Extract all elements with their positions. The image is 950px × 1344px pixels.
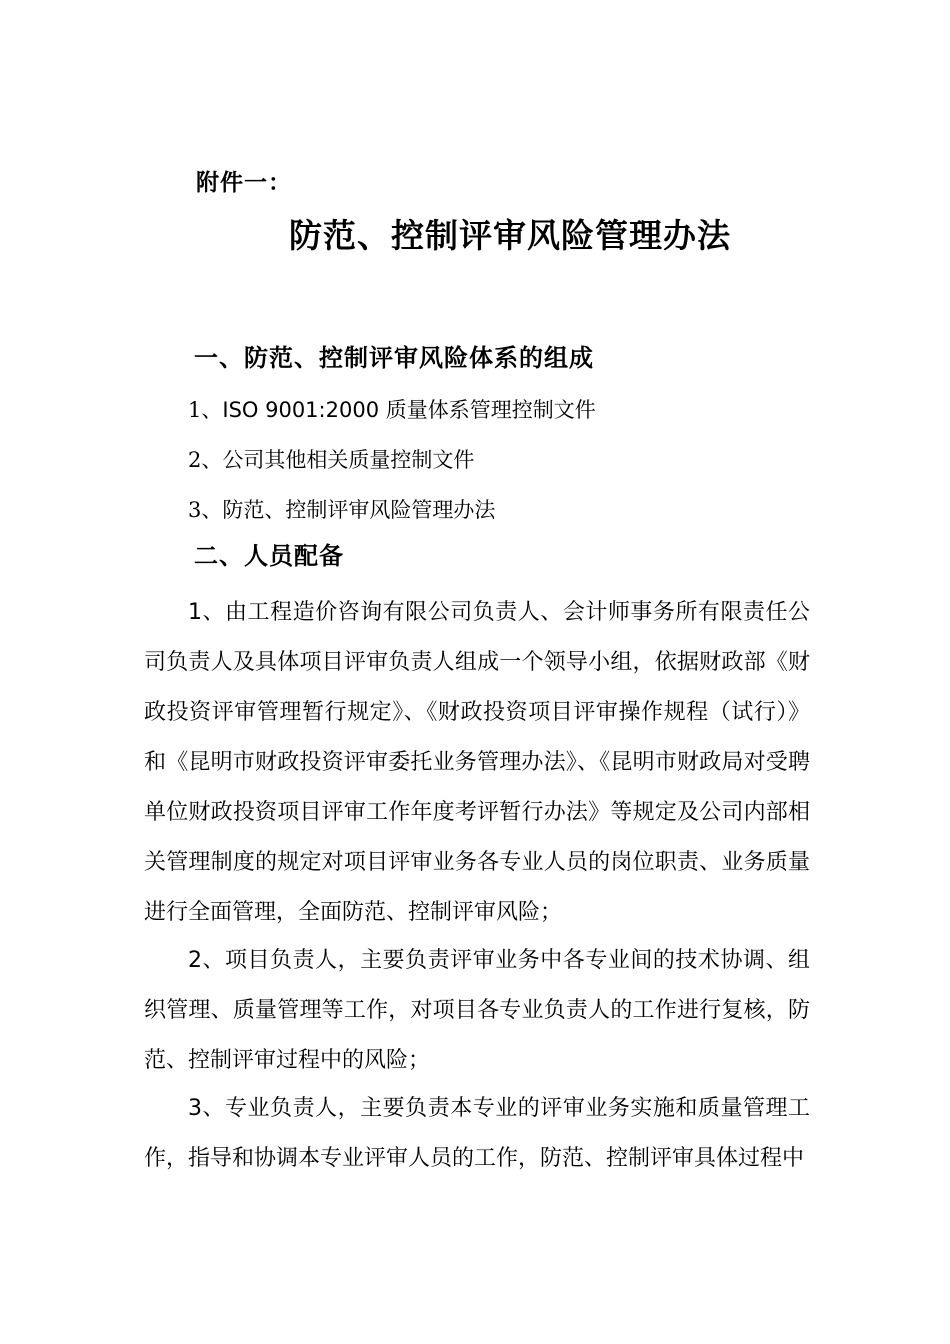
attachment-label: 附件一： bbox=[196, 170, 292, 196]
list-item-text: 、公司其他相关质量控制文件 bbox=[201, 448, 475, 472]
section-heading-staffing: 二、人员配备 bbox=[194, 542, 344, 570]
list-item bbox=[188, 444, 596, 494]
composition-list bbox=[188, 394, 596, 544]
list-item-number: 3 bbox=[188, 498, 202, 522]
staffing-paragraph: 2、项目负责人，主要负责评审业务中各专业间的技术协调、组织管理、质量管理等工作，对项目各专业负责人的工作进行复核，防范、控制评审过程中的风险； bbox=[144, 948, 810, 1073]
list-item-number: 1 bbox=[188, 398, 202, 422]
staffing-paragraph: 1、由工程造价咨询有限公司负责人、会计师事务所有限责任公司负责人及具体项目评审负责人组成一个领导小组，依据财政部《财政投资评审管理暂行规定》、《财政投资项目评审操作规程（试行）》和《昆明市财政投资评审委托业务管理办法》、《昆明市财政局对受聘单位财政投资项目评审工作年度考评暂行办法》等规定及公司内部相关管理制度的规定对项目评审业务各专业人员的岗位职责、业务质量进行全面管理，全面防范、控制评审风险； bbox=[144, 600, 810, 925]
list-item-number: 2 bbox=[188, 448, 202, 472]
list-item-text: 、ISO 9001:2000 质量体系管理控制文件 bbox=[201, 398, 596, 422]
section-heading-composition: 一、防范、控制评审风险体系的组成 bbox=[194, 344, 594, 372]
staffing-paragraph: 3、专业负责人，主要负责本专业的评审业务实施和质量管理工作，指导和协调本专业评审人员的工作，防范、控制评审具体过程中 bbox=[144, 1096, 810, 1171]
list-item bbox=[188, 394, 596, 444]
list-item-text: 、防范、控制评审风险管理办法 bbox=[201, 498, 496, 522]
document-title: 防范、控制评审风险管理办法 bbox=[289, 216, 731, 255]
